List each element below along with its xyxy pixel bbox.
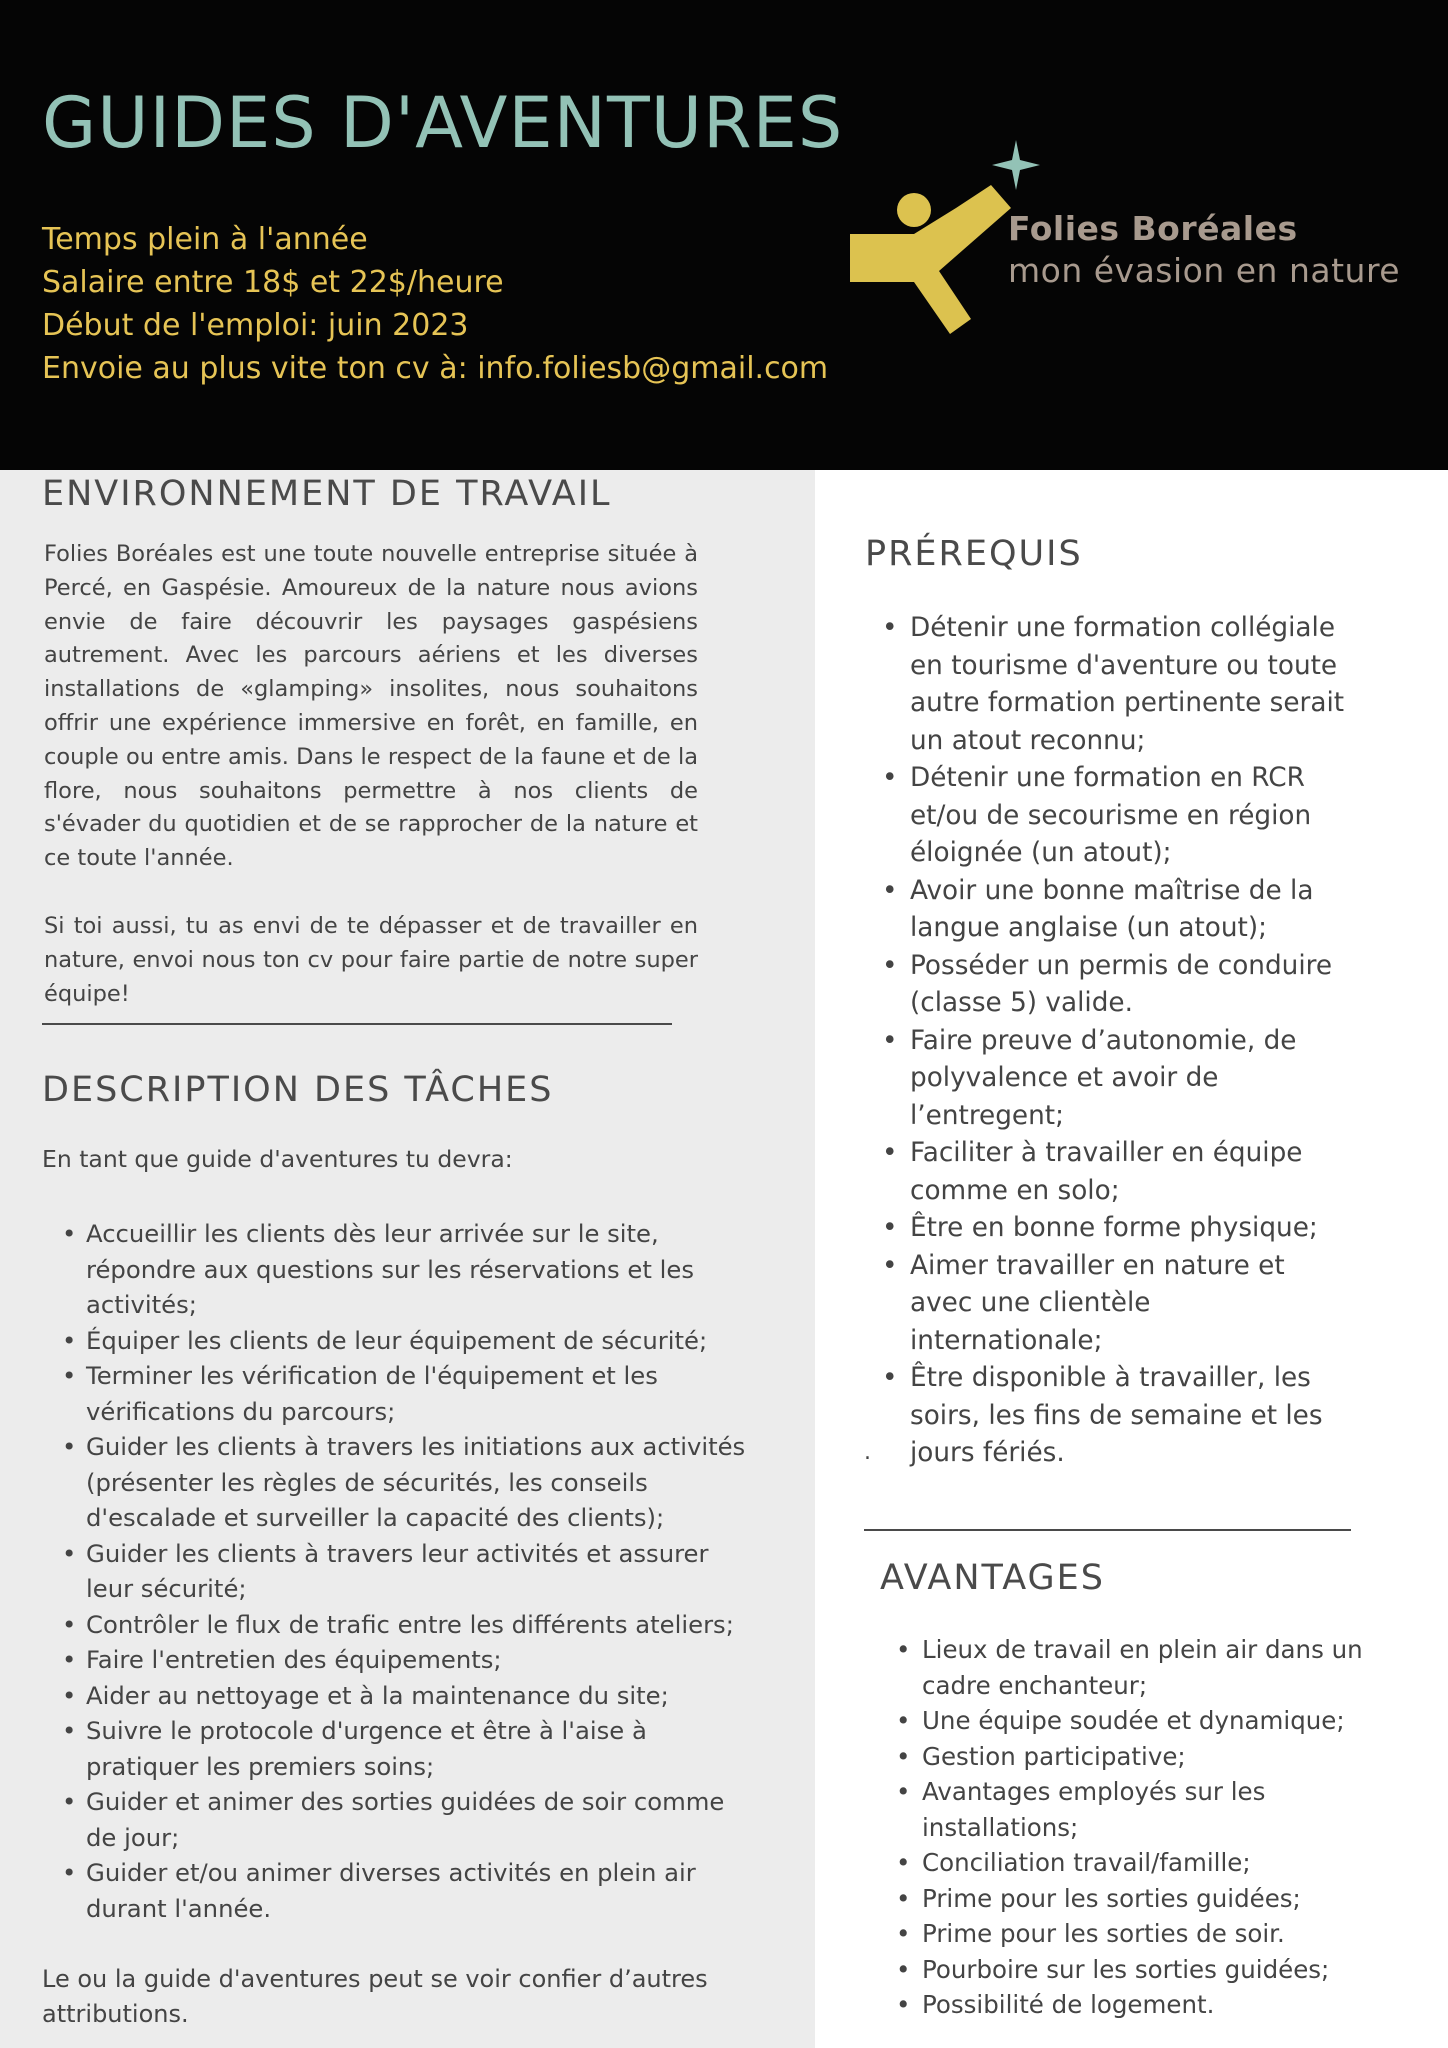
page-title: GUIDES D'AVENTURES	[42, 82, 844, 164]
brand-name: Folies Boréales	[1008, 209, 1298, 248]
list-item: • Conciliation travail/famille;	[894, 1845, 1394, 1881]
job-detail: Envoie au plus vite ton cv à: info.foliesb@gmail.com	[42, 351, 829, 386]
list-item: • Posséder un permis de conduire (classe 5) valide.	[880, 948, 1350, 1023]
list-item: • Guider les clients à travers leur activités et assurer leur sécurité;	[62, 1536, 762, 1607]
list-item: • Gestion participative;	[894, 1739, 1394, 1775]
list-item: • Accueillir les clients dès leur arrivée sur le site, répondre aux questions sur les réservations et les activités;	[62, 1216, 762, 1323]
list-item: • Être disponible à travailler, les soirs, les fins de semaine et les jours fériés.	[880, 1360, 1350, 1473]
list-item: • Une équipe soudée et dynamique;	[894, 1703, 1394, 1739]
list-item: • Guider et/ou animer diverses activités en plein air durant l'année.	[62, 1855, 762, 1926]
job-details	[42, 218, 828, 390]
stray-mark: .	[864, 1440, 871, 1465]
list-item: • Pourboire sur les sorties guidées;	[894, 1952, 1394, 1988]
list-item: • Contrôler le flux de trafic entre les différents ateliers;	[62, 1607, 762, 1643]
list-item: • Possibilité de logement.	[894, 1987, 1394, 2023]
tasks-list	[62, 1216, 762, 1926]
list-item: • Guider les clients à travers les initiations aux activités (présenter les règles de sécurités, les conseils d'escalade et surveiller la capacité des clients);	[62, 1429, 762, 1536]
list-item: • Équiper les clients de leur équipement de sécurité;	[62, 1323, 762, 1359]
logo-head-icon	[897, 193, 931, 227]
list-item: • Détenir une formation en RCR et/ou de secourisme en région éloignée (un atout);	[880, 760, 1350, 873]
environment-heading: ENVIRONNEMENT DE TRAVAIL	[42, 474, 612, 514]
list-item: • Aimer travailler en nature et avec une clientèle internationale;	[880, 1248, 1350, 1361]
list-item: • Être en bonne forme physique;	[880, 1210, 1350, 1248]
prerequisites-list	[880, 610, 1350, 1473]
list-item: • Faire l'entretien des équipements;	[62, 1642, 762, 1678]
list-item: • Avoir une bonne maîtrise de la langue anglaise (un atout);	[880, 873, 1350, 948]
list-item: • Lieux de travail en plein air dans un cadre enchanteur;	[894, 1632, 1394, 1703]
list-item: • Détenir une formation collégiale en tourisme d'aventure ou toute autre formation pertinente serait un atout reconnu;	[880, 610, 1350, 760]
logo-star-icon	[992, 140, 1040, 190]
job-detail: Salaire entre 18$ et 22$/heure	[42, 265, 504, 300]
section-divider	[42, 1023, 672, 1025]
list-item: • Faire preuve d’autonomie, de polyvalence et avoir de l’entregent;	[880, 1023, 1350, 1136]
tasks-heading: DESCRIPTION DES TÂCHES	[42, 1070, 554, 1110]
tasks-outro: Le ou la guide d'aventures peut se voir confier d’autres attributions.	[42, 1965, 708, 2028]
benefits-list	[894, 1632, 1394, 2023]
list-item: • Faciliter à travailler en équipe comme en solo;	[880, 1135, 1350, 1210]
brand-tagline: mon évasion en nature	[1008, 251, 1401, 290]
benefits-heading: AVANTAGES	[880, 1558, 1105, 1598]
brand	[1008, 208, 1400, 292]
header-banner	[0, 0, 1448, 470]
environment-paragraph: Folies Boréales est une toute nouvelle entreprise située à Percé, en Gaspésie. Amoureux de la nature nous avions envie de faire découvrir les paysages gaspésiens autrement. Avec les parcours aériens et les diverses installations de «glamping» insolites, nous souhaitons offrir une expérience immersive en forêt, en famille, en couple ou entre amis. Dans le respect de la faune et de la flore, nous souhaitons permettre à nos clients de s'évader du quotidien et de se rapprocher de la nature et ce toute l'année.	[44, 541, 698, 872]
list-item: • Guider et animer des sorties guidées de soir comme de jour;	[62, 1784, 762, 1855]
list-item: • Terminer les vérification de l'équipement et les vérifications du parcours;	[62, 1358, 762, 1429]
list-item: • Prime pour les sorties guidées;	[894, 1881, 1394, 1917]
list-item: • Avantages employés sur les installations;	[894, 1774, 1394, 1845]
list-item: • Aider au nettoyage et à la maintenance du site;	[62, 1678, 762, 1714]
tasks-intro: En tant que guide d'aventures tu devra:	[42, 1145, 513, 1173]
list-item: • Suivre le protocole d'urgence et être à l'aise à pratiquer les premiers soins;	[62, 1713, 762, 1784]
job-detail: Temps plein à l'année	[42, 222, 368, 257]
section-divider	[864, 1529, 1351, 1531]
prerequisites-heading: PRÉREQUIS	[865, 534, 1083, 574]
environment-paragraph: Si toi aussi, tu as envi de te dépasser et de travailler en nature, envoi nous ton cv pour faire partie de notre super équipe!	[44, 913, 698, 1007]
list-item: • Prime pour les sorties de soir.	[894, 1916, 1394, 1952]
job-detail: Début de l'emploi: juin 2023	[42, 308, 469, 343]
